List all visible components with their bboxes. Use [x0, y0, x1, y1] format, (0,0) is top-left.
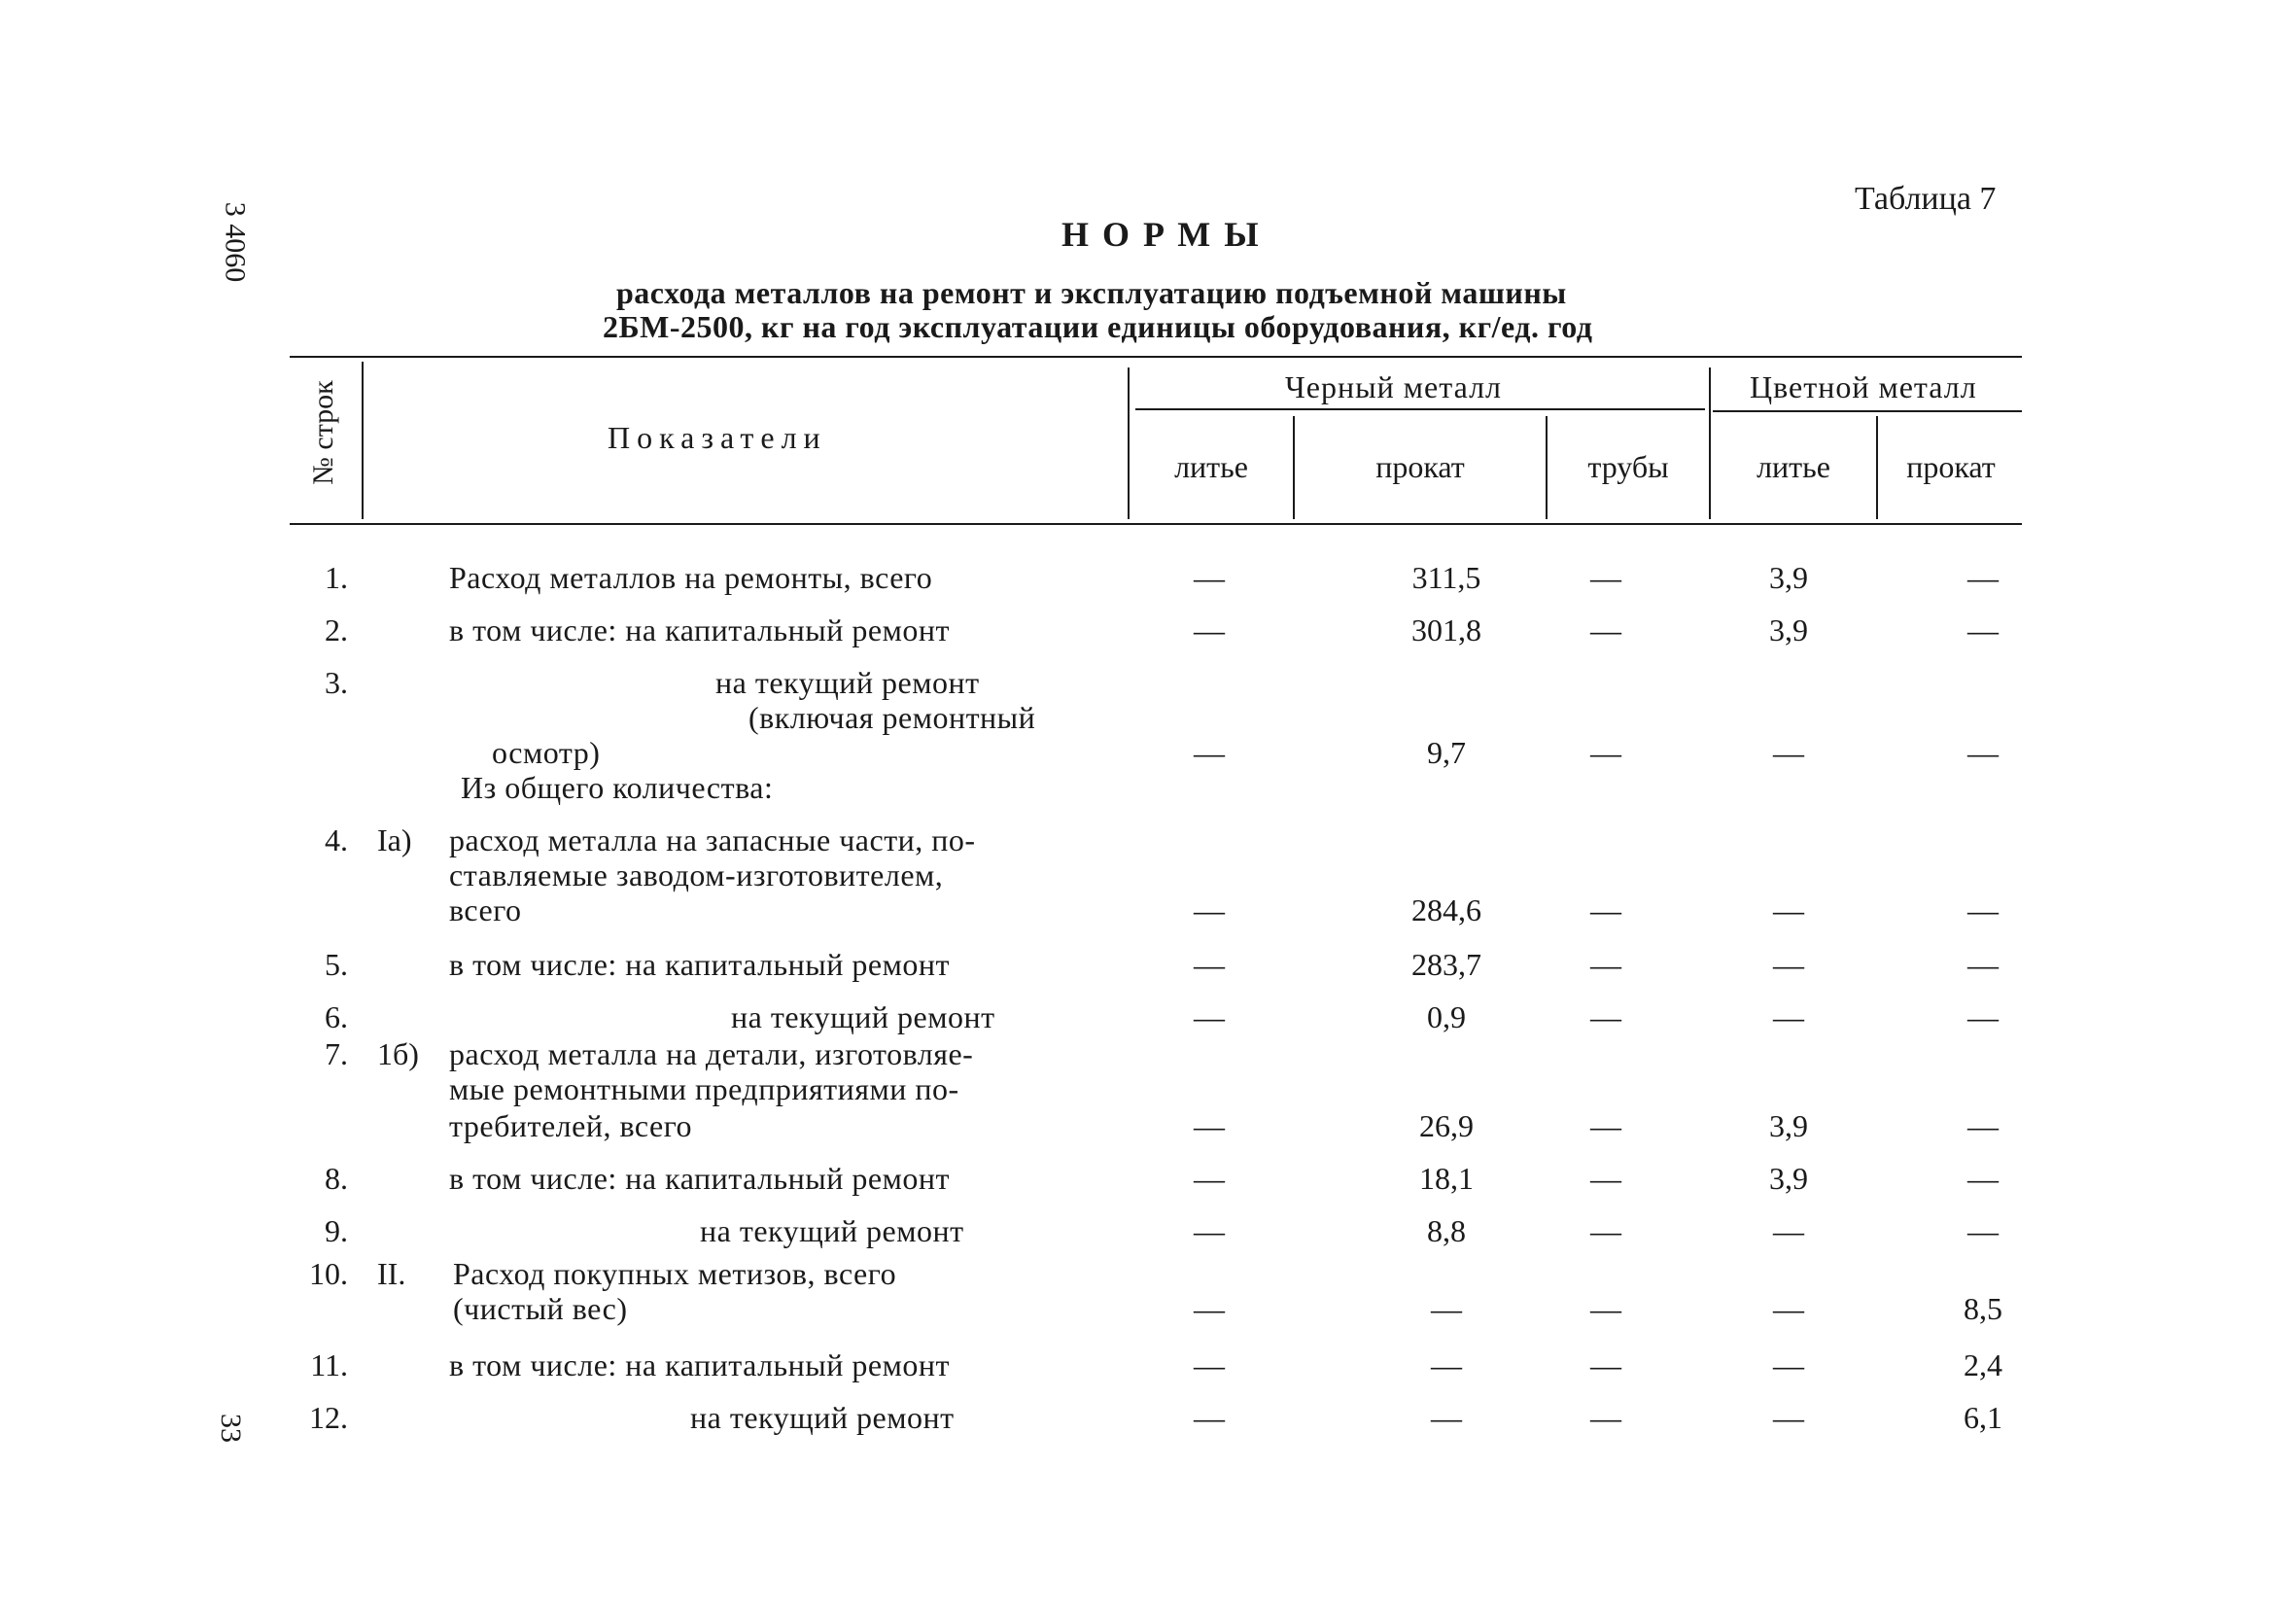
row-value: 283,7 — [1411, 947, 1481, 982]
row-value: — — [1773, 735, 1804, 770]
header-divider — [1128, 367, 1130, 519]
subheader-nonferrous-rolled: прокат — [1906, 449, 1996, 484]
row-label: (включая ремонтный — [748, 700, 1036, 735]
subheader-casting: литье — [1174, 449, 1248, 484]
row-number: 3. — [325, 665, 348, 700]
row-value: — — [1590, 892, 1621, 927]
row-value: — — [1967, 560, 1999, 595]
row-value: — — [1194, 560, 1225, 595]
row-value: — — [1590, 1108, 1621, 1143]
table-label: Таблица 7 — [1855, 181, 1997, 217]
row-value: 9,7 — [1427, 735, 1466, 770]
row-value: — — [1194, 612, 1225, 647]
row-number: 11. — [310, 1347, 348, 1382]
row-number-header-text: № строк — [307, 380, 339, 485]
row-label: в том числе: на капитальный ремонт — [449, 947, 950, 982]
row-value: — — [1194, 1161, 1225, 1196]
header-divider — [1876, 416, 1878, 519]
row-label: на текущий ремонт — [715, 665, 980, 700]
row-label: расход металла на запасные части, по- — [449, 822, 976, 857]
row-value: — — [1194, 892, 1225, 927]
row-value: — — [1590, 612, 1621, 647]
header-divider — [362, 362, 364, 519]
row-value: — — [1431, 1291, 1462, 1326]
row-number: 7. — [325, 1036, 348, 1071]
row-label: в том числе: на капитальный ремонт — [449, 1161, 950, 1196]
row-value: 8,5 — [1964, 1291, 2002, 1326]
row-value: — — [1194, 735, 1225, 770]
row-label: мые ремонтными предприятиями по- — [449, 1071, 959, 1106]
row-value: — — [1967, 735, 1999, 770]
row-value: 311,5 — [1411, 560, 1481, 595]
row-label: на текущий ремонт — [690, 1400, 955, 1435]
row-value: 26,9 — [1419, 1108, 1474, 1143]
row-value: 6,1 — [1964, 1400, 2002, 1435]
row-number: 9. — [325, 1213, 348, 1248]
row-label: Расход металлов на ремонты, всего — [449, 560, 933, 595]
row-number: 12. — [309, 1400, 348, 1435]
row-value: — — [1590, 1347, 1621, 1382]
row-label: в том числе: на капитальный ремонт — [449, 612, 950, 647]
header-divider — [1546, 416, 1548, 519]
row-value: — — [1773, 892, 1804, 927]
row-label: осмотр) — [492, 735, 601, 770]
row-value: — — [1773, 1400, 1804, 1435]
row-value: — — [1590, 735, 1621, 770]
row-section: II. — [377, 1256, 406, 1291]
row-value: — — [1773, 1213, 1804, 1248]
row-value: — — [1773, 1291, 1804, 1326]
nonferrous-group-rule — [1713, 410, 2022, 412]
row-label: Из общего количества: — [461, 770, 774, 805]
row-label: ставляемые заводом-изготовителем, — [449, 857, 944, 892]
row-value: — — [1773, 999, 1804, 1034]
page-title: НОРМЫ — [1061, 215, 1272, 254]
row-label: в том числе: на капитальный ремонт — [449, 1347, 950, 1382]
row-number: 1. — [325, 560, 348, 595]
row-value: — — [1194, 1347, 1225, 1382]
header-bottom-rule — [290, 523, 2022, 525]
row-section: Iа) — [377, 822, 412, 857]
row-value: 3,9 — [1769, 1161, 1808, 1196]
row-number: 4. — [325, 822, 348, 857]
row-value: — — [1194, 999, 1225, 1034]
row-label: на текущий ремонт — [731, 999, 995, 1034]
row-value: — — [1194, 1291, 1225, 1326]
row-value: — — [1431, 1347, 1462, 1382]
ferrous-group-rule — [1135, 408, 1705, 410]
header-divider — [1293, 416, 1295, 519]
row-value: 8,8 — [1427, 1213, 1466, 1248]
row-section: 1б) — [377, 1036, 419, 1071]
row-value: — — [1967, 892, 1999, 927]
row-label: Расход покупных метизов, всего — [453, 1256, 897, 1291]
header-divider — [1709, 367, 1711, 519]
row-number: 6. — [325, 999, 348, 1034]
subtitle-line-2: 2БМ-2500, кг на год эксплуатации единицы оборудования, кг/ед. год — [603, 309, 1593, 344]
row-value: — — [1590, 560, 1621, 595]
indicators-header: Показатели — [608, 420, 827, 455]
row-label: (чистый вес) — [453, 1291, 628, 1326]
row-value: — — [1590, 1291, 1621, 1326]
row-value: 284,6 — [1411, 892, 1481, 927]
row-value: — — [1590, 1161, 1621, 1196]
row-value: 3,9 — [1769, 612, 1808, 647]
subheader-pipes: трубы — [1587, 449, 1669, 484]
row-value: — — [1967, 1213, 1999, 1248]
row-value: — — [1431, 1400, 1462, 1435]
row-number: 10. — [309, 1256, 348, 1291]
side-document-code: 3 4060 — [219, 201, 252, 283]
row-value: — — [1590, 1400, 1621, 1435]
ferrous-metal-header: Черный металл — [1285, 369, 1502, 404]
row-label: требителей, всего — [449, 1108, 693, 1143]
row-value: — — [1590, 999, 1621, 1034]
row-label: всего — [449, 892, 522, 927]
side-page-number: 33 — [215, 1414, 247, 1443]
row-value: 18,1 — [1419, 1161, 1474, 1196]
row-value: — — [1194, 1400, 1225, 1435]
subheader-rolled: прокат — [1375, 449, 1465, 484]
subtitle-line-1: расхода металлов на ремонт и эксплуатацию подъемной машины — [616, 275, 1567, 310]
row-label: расход металла на детали, изготовляе- — [449, 1036, 974, 1071]
row-value: — — [1967, 947, 1999, 982]
row-value: — — [1967, 1108, 1999, 1143]
row-value: — — [1967, 1161, 1999, 1196]
row-value: — — [1590, 1213, 1621, 1248]
row-value: — — [1967, 999, 1999, 1034]
row-number: 5. — [325, 947, 348, 982]
row-value: — — [1590, 947, 1621, 982]
row-value: — — [1194, 947, 1225, 982]
row-value: 301,8 — [1411, 612, 1481, 647]
subheader-nonferrous-casting: литье — [1757, 449, 1830, 484]
nonferrous-metal-header: Цветной металл — [1750, 369, 1977, 404]
row-number-header — [299, 360, 348, 506]
row-value: 3,9 — [1769, 1108, 1808, 1143]
row-value: — — [1773, 947, 1804, 982]
row-label: на текущий ремонт — [700, 1213, 964, 1248]
row-value: 2,4 — [1964, 1347, 2002, 1382]
row-number: 8. — [325, 1161, 348, 1196]
row-value: — — [1194, 1108, 1225, 1143]
table-top-rule — [290, 356, 2022, 358]
row-value: — — [1967, 612, 1999, 647]
row-value: — — [1194, 1213, 1225, 1248]
row-value: — — [1773, 1347, 1804, 1382]
row-value: 3,9 — [1769, 560, 1808, 595]
row-number: 2. — [325, 612, 348, 647]
row-value: 0,9 — [1427, 999, 1466, 1034]
